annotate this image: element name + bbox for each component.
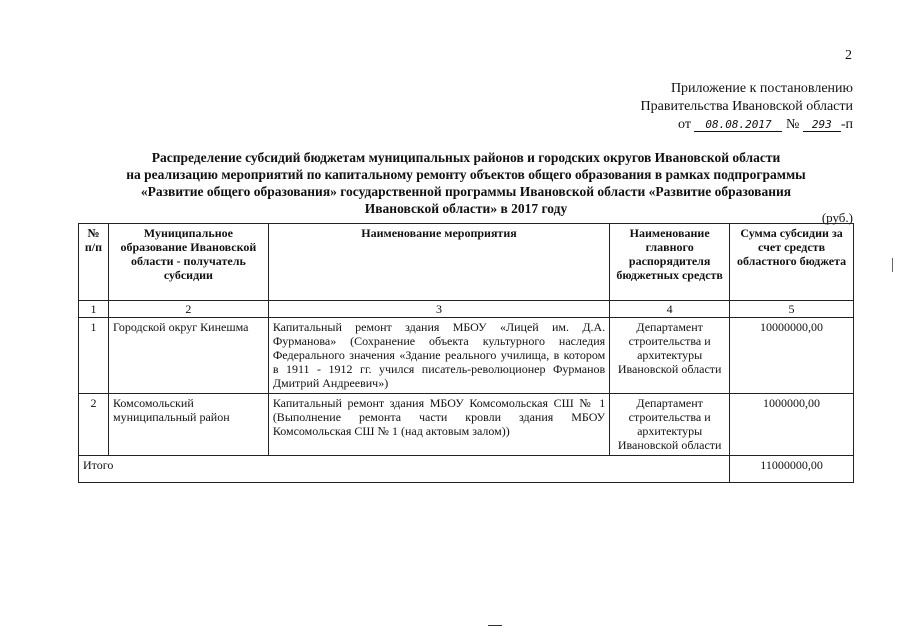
title-line-1: Распределение субсидий бюджетам муниципальных районов и городских округов Ивановской области <box>151 150 781 165</box>
row-amount: 10000000,00 <box>730 318 854 394</box>
total-label: Итого <box>79 456 730 483</box>
title-line-4: Ивановской области» в 2017 году <box>364 201 568 216</box>
column-index: 2 <box>108 301 268 318</box>
row-manager: Департамент строительства и архитектуры Ивановской области <box>610 394 730 456</box>
title-line-3: «Развитие общего образования» государственной программы Ивановской области «Развитие образования <box>140 184 792 199</box>
title-line-2: на реализацию мероприятий по капитальному ремонту объектов общего образования в рамках подпрограммы <box>126 167 806 182</box>
header-manager: Наименование главного распорядителя бюджетных средств <box>610 224 730 301</box>
document-title <box>78 149 854 217</box>
page-number: 2 <box>845 48 852 63</box>
from-label: от <box>678 117 691 132</box>
currency-unit: (руб.) <box>821 210 853 225</box>
header-amount: Сумма субсидии за счет средств областного бюджета <box>730 224 854 301</box>
appendix-block <box>641 80 853 134</box>
column-index: 1 <box>79 301 109 318</box>
handwritten-number: 293 <box>803 119 841 132</box>
row-manager: Департамент строительства и архитектуры Ивановской области <box>610 318 730 394</box>
table-row <box>79 318 854 394</box>
row-amount: 1000000,00 <box>730 394 854 456</box>
column-index-row <box>79 301 854 318</box>
row-municipality: Городской округ Кинешма <box>108 318 268 394</box>
header-measure: Наименование мероприятия <box>268 224 609 301</box>
handwritten-date: 08.08.2017 <box>694 119 782 132</box>
number-label: № <box>785 117 800 132</box>
row-measure: Капитальный ремонт здания МБОУ Комсомольская СШ № 1 (Выполнение ремонта части кровли здания МБОУ Комсомольская СШ № 1 (над актовым залом)) <box>268 394 609 456</box>
table-row <box>79 394 854 456</box>
column-index: 3 <box>268 301 609 318</box>
column-index: 4 <box>610 301 730 318</box>
appendix-line-1: Приложение к постановлению <box>670 81 853 96</box>
subsidy-table <box>78 223 854 483</box>
total-amount: 11000000,00 <box>730 456 854 483</box>
row-num: 2 <box>79 394 109 456</box>
header-municipality: Муниципальное образование Ивановской области - получатель субсидии <box>108 224 268 301</box>
appendix-date-line <box>641 116 853 134</box>
column-index: 5 <box>730 301 854 318</box>
appendix-line-2: Правительства Ивановской области <box>640 99 853 114</box>
row-measure: Капитальный ремонт здания МБОУ «Лицей им. Д.А. Фурманова» (Сохранение объекта культурного наследия Федерального значения «Здание реального училища, в котором в 1911 - 1912 гг. учился писатель-революционер Фурманов Дмитрий Андреевич») <box>268 318 609 394</box>
footer-dash <box>488 625 502 626</box>
header-num: № п/п <box>79 224 109 301</box>
number-suffix: -п <box>840 117 853 132</box>
row-num: 1 <box>79 318 109 394</box>
table-header-row <box>79 224 854 301</box>
row-municipality: Комсомольский муниципальный район <box>108 394 268 456</box>
total-row <box>79 456 854 483</box>
scan-mark <box>892 258 893 272</box>
